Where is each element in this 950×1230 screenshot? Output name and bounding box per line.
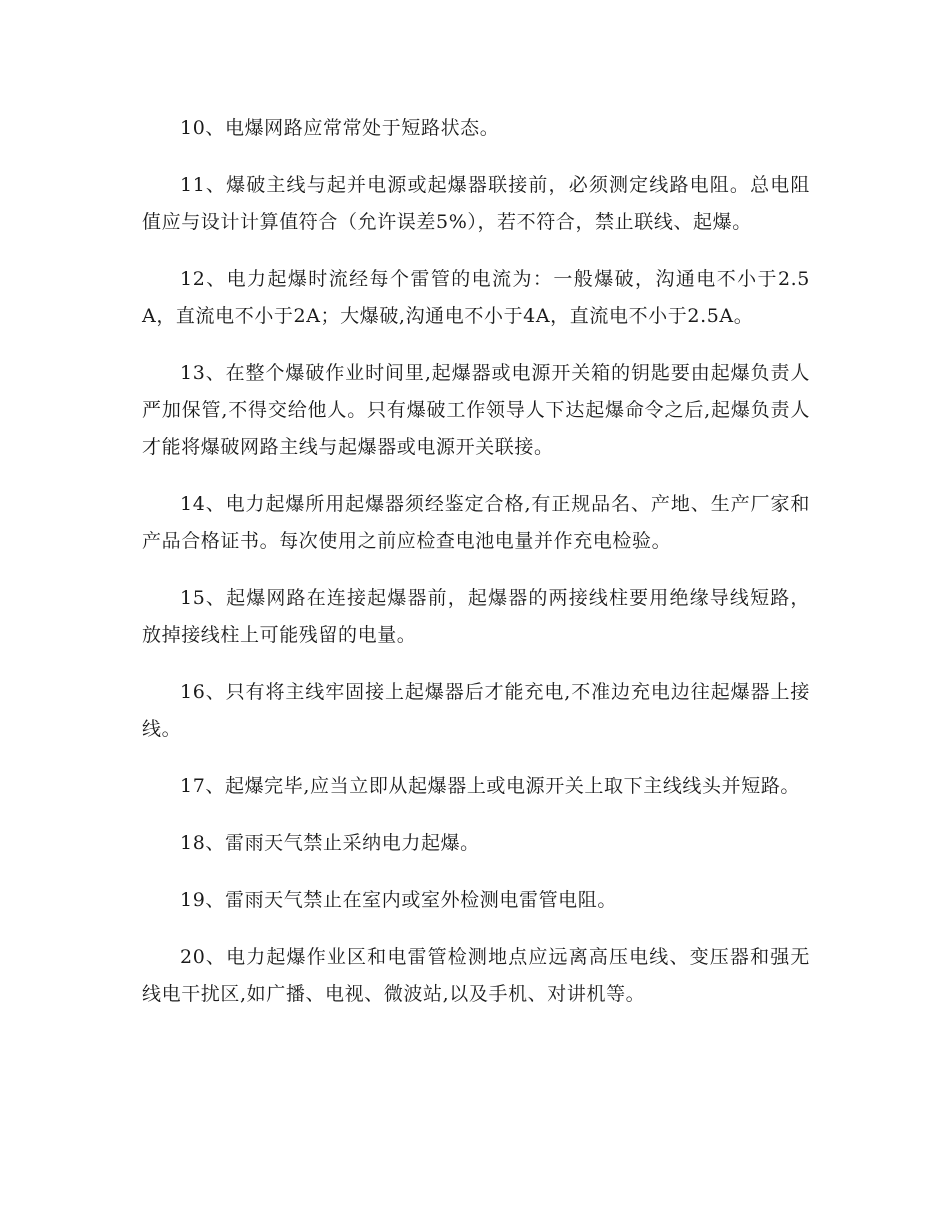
paragraph-17: 17、起爆完毕,应当立即从起爆器上或电源开关上取下主线线头并短路。 (180, 775, 801, 797)
paragraph-20: 20、电力起爆作业区和电雷管检测地点应远离高压电线、变压器和强无线电干扰区,如广播、电视、微波站,以及手机、对讲机等。 (142, 946, 810, 1005)
paragraph-19: 19、雷雨天气禁止在室内或室外检测电雷管电阻。 (180, 889, 617, 911)
paragraph-12: 12、电力起爆时流经每个雷管的电流为：一般爆破，沟通电不小于2.5A，直流电不小于2A；大爆破,沟通电不小于4A，直流电不小于2.5A。 (142, 268, 810, 327)
paragraph-15: 15、起爆网路在连接起爆器前，起爆器的两接线柱要用绝缘导线短路，放掉接线柱上可能残留的电量。 (142, 587, 810, 646)
paragraph-13: 13、在整个爆破作业时间里,起爆器或电源开关箱的钥匙要由起爆负责人严加保管,不得交给他人。只有爆破工作领导人下达起爆命令之后,起爆负责人才能将爆破网路主线与起爆器或电源开关联接。 (142, 362, 810, 458)
paragraph-14: 14、电力起爆所用起爆器须经鉴定合格,有正规品名、产地、生产厂家和产品合格证书。每次使用之前应检查电池电量并作充电检验。 (142, 493, 810, 552)
paragraph-18: 18、雷雨天气禁止采纳电力起爆。 (180, 832, 480, 854)
paragraph-11: 11、爆破主线与起并电源或起爆器联接前，必须测定线路电阻。总电阻值应与设计计算值符合（允许误差5%），若不符合，禁止联线、起爆。 (142, 174, 810, 233)
paragraph-10: 10、电爆网路应常常处于短路状态。 (180, 117, 500, 139)
document-body (142, 110, 810, 1033)
paragraph-16: 16、只有将主线牢固接上起爆器后才能充电,不准边充电边往起爆器上接线。 (142, 681, 810, 740)
